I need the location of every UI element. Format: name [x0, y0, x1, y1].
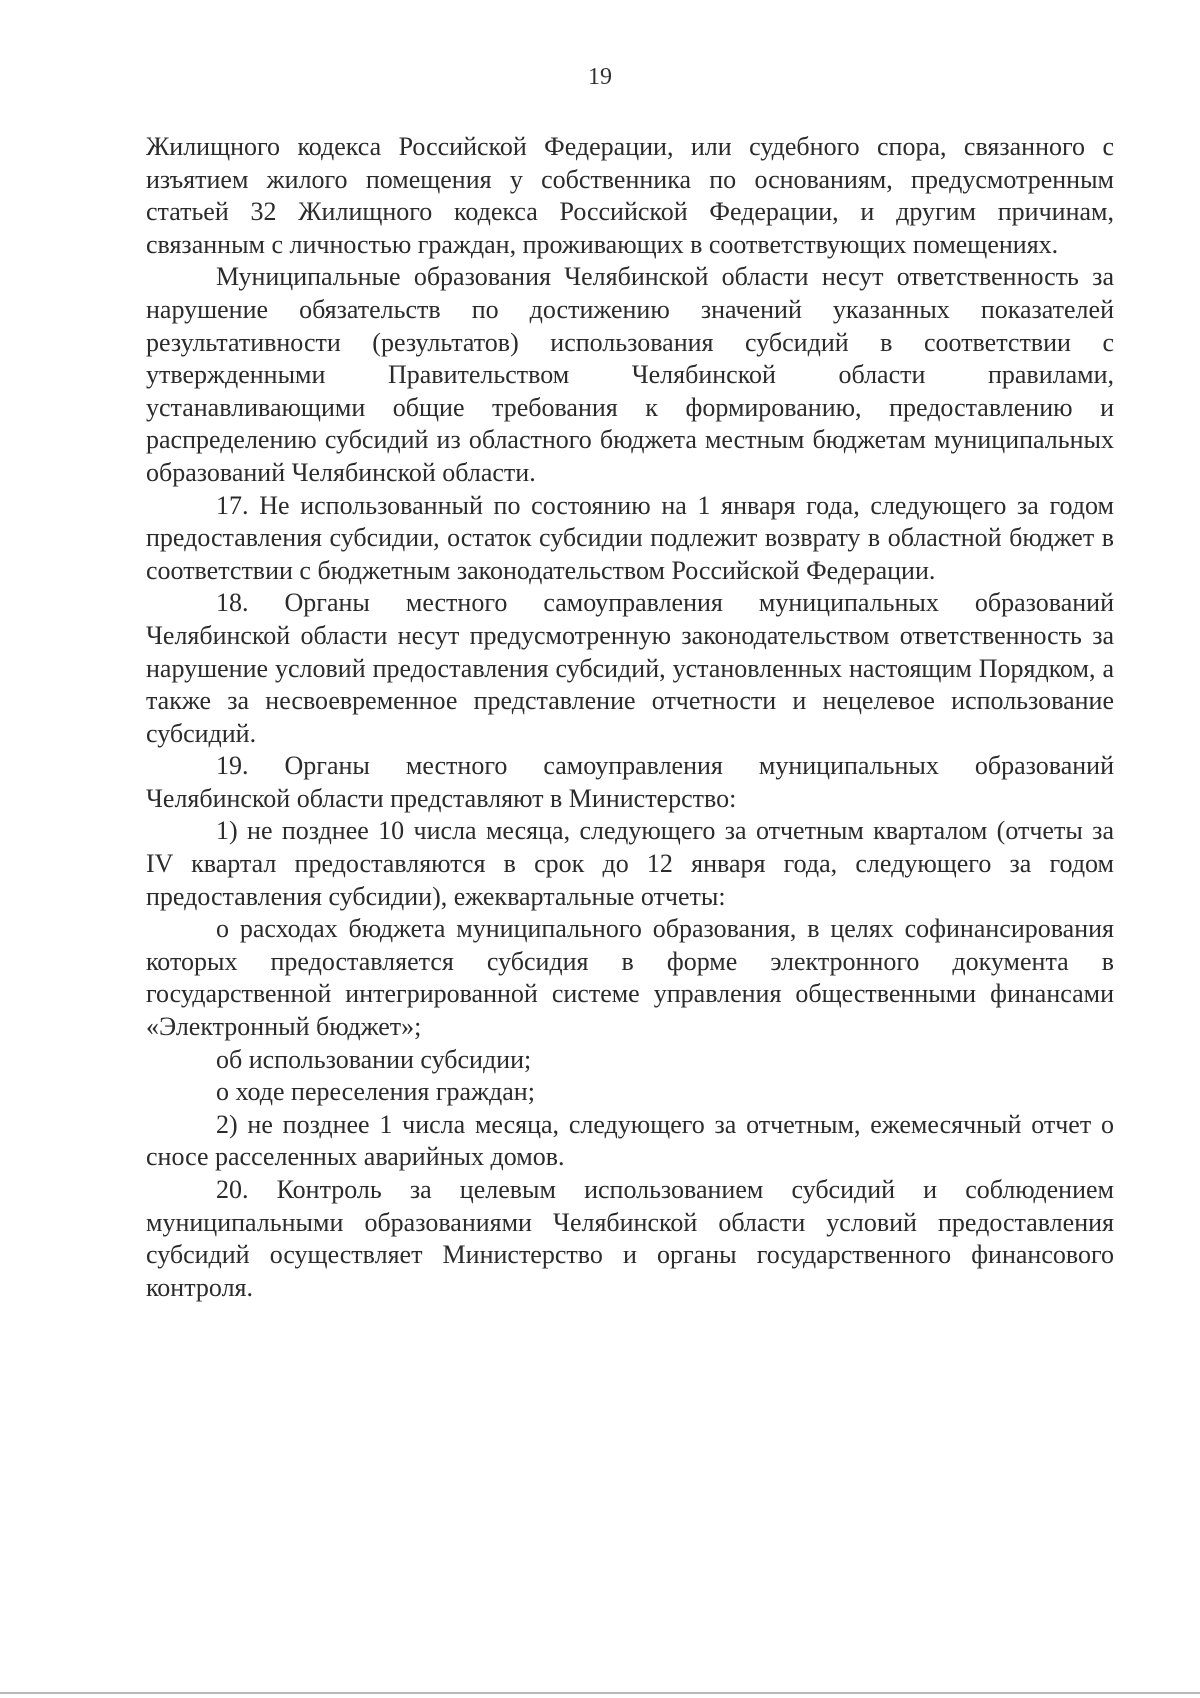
- paragraph-17: 17. Не использованный по состоянию на 1 января года, следующего за годом предоставления субсидии, остаток субсидии подлежит возврату в областной бюджет в соответствии с бюджетным законодательством Российской Федерации.: [146, 490, 1114, 585]
- paragraph-19-item-2: 2) не позднее 1 числа месяца, следующего за отчетным, ежемесячный отчет о сносе расселенных аварийных домов.: [146, 1109, 1114, 1172]
- document-body: [146, 131, 1114, 1304]
- paragraph-report-expenses: о расходах бюджета муниципального образования, в целях софинансирования которых предоставляется субсидия в форме электронного документа в государственной интегрированной системе управления общественными финансами «Электронный бюджет»;: [146, 914, 1114, 1042]
- scan-edge-line: [0, 1692, 1200, 1694]
- paragraph-20: 20. Контроль за целевым использованием субсидий и соблюдением муниципальными образованиями Челябинской области условий предоставления субсидий осуществляет Министерство и органы государственного финансового контроля.: [146, 1175, 1114, 1302]
- paragraph-18: 18. Органы местного самоуправления муниципальных образований Челябинской области несут предусмотренную законодательством ответственность за нарушение условий предоставления субсидий, установленных настоящим Порядком, а также за несвоевременное представление отчетности и нецелевое использование субсидий.: [146, 588, 1114, 748]
- paragraph-responsibility: Муниципальные образования Челябинской области несут ответственность за нарушение обязательств по достижению значений указанных показателей результативности (результатов) использования субсидий в соответствии с утвержденными Правительством Челябинской области правилами, устанавливающими общие требования к формированию, предоставлению и распределению субсидий из областного бюджета местным бюджетам муниципальных образований Челябинской области.: [146, 262, 1114, 487]
- paragraph-continuation: Жилищного кодекса Российской Федерации, или судебного спора, связанного с изъятием жилого помещения у собственника по основаниям, предусмотренным статьей 32 Жилищного кодекса Российской Федерации, и другим причинам, связанным с личностью граждан, проживающих в соответствующих помещениях.: [146, 132, 1114, 259]
- paragraph-report-usage: об использовании субсидии;: [216, 1044, 532, 1074]
- page-number: 19: [588, 64, 612, 90]
- paragraph-report-resettlement: о ходе переселения граждан;: [216, 1077, 535, 1107]
- paragraph-19: 19. Органы местного самоуправления муниципальных образований Челябинской области представляют в Министерство:: [146, 751, 1114, 813]
- paragraph-19-item-1: 1) не позднее 10 числа месяца, следующего за отчетным кварталом (отчеты за IV квартал предоставляются в срок до 12 января года, следующего за годом предоставления субсидии), ежеквартальные отчеты:: [146, 816, 1114, 911]
